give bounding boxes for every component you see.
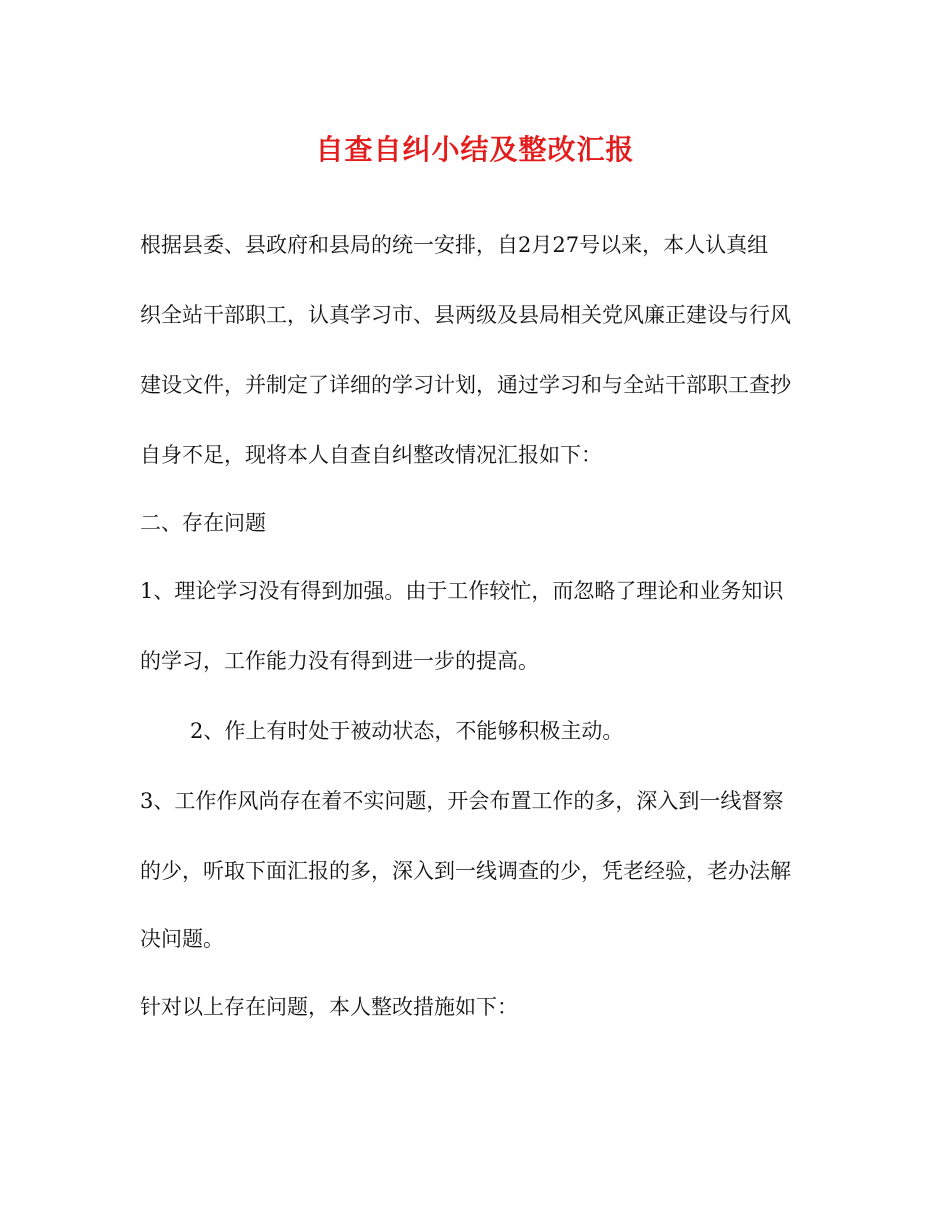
document-body — [140, 210, 820, 1042]
list-item-line: 1、理论学习没有得到加强。由于工作较忙，而忽略了理论和业务知识 — [140, 579, 784, 603]
paragraph-line: 根据县委、县政府和县局的统一安排，自2月27号以来，本人认真组 — [140, 233, 769, 257]
list-item-line: 的学习，工作能力没有得到进一步的提高。 — [140, 649, 539, 673]
paragraph-line: 自身不足，现将本人自查自纠整改情况汇报如下： — [140, 443, 602, 467]
paragraph-line: 建设文件，并制定了详细的学习计划，通过学习和与全站干部职工查抄 — [140, 373, 791, 397]
document-title: 自查自纠小结及整改汇报 — [315, 133, 635, 166]
list-item-line: 决问题。 — [140, 927, 224, 951]
list-item-line: 的少，听取下面汇报的多，深入到一线调查的少，凭老经验，老办法解 — [140, 859, 791, 883]
section-heading: 二、存在问题 — [140, 511, 266, 535]
paragraph-line: 织全站干部职工，认真学习市、县两级及县局相关党风廉正建设与行风 — [140, 303, 791, 327]
paragraph-line: 针对以上存在问题，本人整改措施如下： — [140, 995, 518, 1019]
list-item-line: 2、作上有时处于被动状态，不能够积极主动。 — [190, 719, 624, 743]
list-item-line: 3、工作作风尚存在着不实问题，开会布置工作的多，深入到一线督察 — [140, 789, 784, 813]
